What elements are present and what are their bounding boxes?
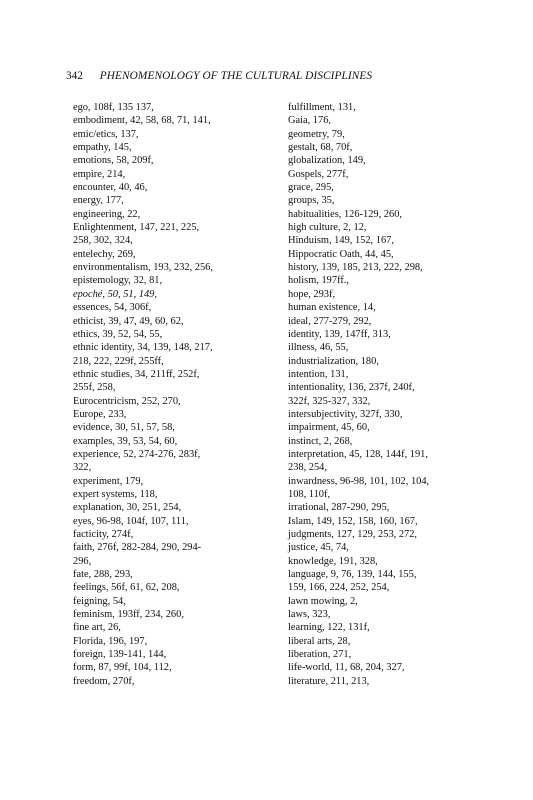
index-entry: language, 9, 76, 139, 144, 155, [288,569,417,581]
index-entry: interpretation, 45, 128, 144f, 191, [288,448,428,460]
index-column-left [73,101,251,688]
index-entry: ethics, 39, 52, 54, 55, [73,328,163,340]
index-entry: energy, 177, [73,195,124,207]
index-entry: feelings, 56f, 61, 62, 208, [73,582,180,594]
index-entry: experience, 52, 274-276, 283f, [73,448,201,460]
index-entry: environmentalism, 193, 232, 256, [73,262,213,274]
index-entry: 218, 222, 229f, 255ff, [73,355,164,367]
index-entry: eyes, 96-98, 104f, 107, 111, [73,515,189,527]
index-entry: Enlightenment, 147, 221, 225, [73,222,200,234]
index-column-right [288,101,466,688]
index-entry: instinct, 2, 268, [288,435,353,447]
index-entry: 159, 166, 224, 252, 254, [288,582,390,594]
index-entry: life-world, 11, 68, 204, 327, [288,662,405,674]
index-entry: expert systems, 118, [73,488,158,500]
index-entry: Hippocratic Oath, 44, 45, [288,248,394,260]
index-entry: holism, 197ff., [288,275,349,287]
index-entry: ethicist, 39, 47, 49, 60, 62, [73,315,184,327]
index-entry: emotions, 58, 209f, [73,155,154,167]
index-entry: faith, 276f, 282-284, 290, 294- [73,542,202,554]
index-entry: fine art, 26, [73,622,121,634]
index-entry: encounter, 40, 46, [73,182,148,194]
index-entry: empathy, 145, [73,142,132,154]
index-entry: learning, 122, 131f, [288,622,370,634]
index-entry: embodiment, 42, 58, 68, 71, 141, [73,115,211,127]
index-entry: 296, [73,555,92,567]
index-entry: groups, 35, [288,195,335,207]
index-entry: Europe, 233, [73,408,127,420]
index-entry: 322f, 325-327, 332, [288,395,371,407]
index-entry: feminism, 193ff, 234, 260, [73,609,184,621]
index-entry: knowledge, 191, 328, [288,555,378,567]
index-entry: irrational, 287-290, 295, [288,502,390,514]
index-entry: form, 87, 99f, 104, 112, [73,662,172,674]
index-entry: ethnic identity, 34, 139, 148, 217, [73,342,213,354]
index-entry: epistemology, 32, 81, [73,275,163,287]
index-entry: emic/etics, 137, [73,128,139,140]
index-entry: ethnic studies, 34, 211ff, 252f, [73,368,200,380]
index-entry: intention, 131, [288,368,349,380]
index-entry: 238, 254, [288,462,327,474]
index-entry: intentionality, 136, 237f, 240f, [288,382,415,394]
index-entry: globalization, 149, [288,155,366,167]
index-entry: Florida, 196, 197, [73,635,148,647]
index-entry: hope, 293f, [288,288,336,300]
index-entry: lawn mowing, 2, [288,595,358,607]
index-entry: 108, 110f, [288,488,331,500]
index-entry: ideal, 277-279, 292, [288,315,372,327]
running-title: PHENOMENOLOGY OF THE CULTURAL DISCIPLINES [99,70,373,82]
index-entry: Gospels, 277f, [288,168,349,180]
index-entry: justice, 45, 74, [288,542,349,554]
index-entry: experiment, 179, [73,475,144,487]
index-entry: liberation, 271, [288,649,352,661]
index-entry: judgments, 127, 129, 253, 272, [288,529,418,540]
index-entry: impairment, 45, 60, [288,422,370,434]
index-entry: grace, 295, [288,182,334,194]
index-entry: 322, [73,462,92,474]
index-entry: fulfillment, 131, [288,102,356,113]
index-entry: examples, 39, 53, 54, 60, [73,435,178,447]
index-entry: human existence, 14, [288,302,376,314]
index-entry: ego, 108f, 135 137, [73,102,154,113]
index-entry: high culture, 2, 12, [288,222,367,234]
index-entry: feigning, 54, [73,595,126,607]
index-entry: liberal arts, 28, [288,635,351,647]
index-entry: fate, 288, 293, [73,569,133,581]
page-header [66,70,486,82]
index-entry: essences, 54, 306f, [73,302,152,314]
index-entry: history, 139, 185, 213, 222, 298, [288,262,423,274]
index-entry: foreign, 139-141, 144, [73,649,167,661]
index-entry: empire, 214, [73,168,126,180]
index-entry: intersubjectivity, 327f, 330, [288,408,403,420]
index-entry: Hinduism, 149, 152, 167, [288,235,394,247]
index-entry: Gaia, 176, [288,115,331,127]
index-entry: geometry, 79, [288,128,345,140]
index-entry: literature, 211, 213, [288,675,370,687]
index-entry: Islam, 149, 152, 158, 160, 167, [288,515,418,527]
index-entry: freedom, 270f, [73,675,135,687]
index-entry: identity, 139, 147ff, 313, [288,328,391,340]
index-entry: 258, 302, 324, [73,235,133,247]
page-number: 342 [66,70,83,82]
index-entry: industrialization, 180, [288,355,379,367]
index-entry: gestalt, 68, 70f, [288,142,353,154]
index-entry: inwardness, 96-98, 101, 102, 104, [288,475,430,487]
index-entry: facticity, 274f, [73,529,134,540]
index-entry: entelechy, 269, [73,248,136,260]
index-entry: engineering, 22, [73,208,141,220]
index-entry: explanation, 30, 251, 254, [73,502,182,514]
index-entry: Eurocentricism, 252, 270, [73,395,181,407]
index-entry: habitualities, 126-129, 260, [288,208,402,220]
index-entry: epoché, 50, 51, 149, [73,288,157,300]
index-entry: laws, 323, [288,609,331,621]
index-entry: 255f, 258, [73,382,116,394]
index-entry: evidence, 30, 51, 57, 58, [73,422,175,434]
index-entry: illness, 46, 55, [288,342,349,354]
